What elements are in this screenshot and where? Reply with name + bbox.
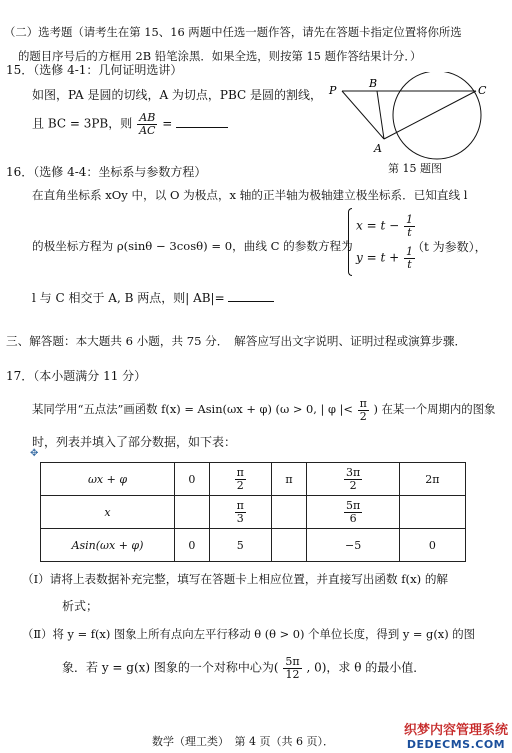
table-cell: −5 [307, 529, 399, 562]
section-header-line2: 的题目序号后的方框用 2B 铅笔涂黑．如果全选，则按第 15 题作答结果计分．） [18, 49, 422, 63]
table-cell [271, 529, 307, 562]
table-cell: 0 [175, 463, 210, 496]
part2-line1: （Ⅱ）将 y = f(x) 图象上所有点向左平行移动 θ (θ > 0) 个单位长度，得到 y = g(x) 的图 [22, 627, 476, 641]
q15-figure-caption: 第 15 题图 [388, 162, 442, 175]
q15-title: 15．（选修 4-1：几何证明选讲） [6, 63, 183, 77]
q15-line1: 如图，PA 是圆的切线，A 为切点，PBC 是圆的割线， [32, 88, 323, 102]
table-cell: π [271, 463, 307, 496]
section3-heading: 三、解答题：本大题共 6 小题，共 75 分． 解答应写出文字说明、证明过程或演算步骤． [6, 334, 467, 348]
table-cell: 0 [399, 529, 465, 562]
table-cell: $\frac{\pi}{2}$ [209, 463, 271, 496]
q17-table [40, 462, 466, 562]
move-handle-icon[interactable]: ✥ [30, 448, 39, 459]
table-row-label: ωx + φ [41, 463, 175, 496]
table-row [41, 463, 466, 496]
param-eq-x: x = t − $\frac{1}{t}$ [356, 213, 413, 239]
q16-line3: l 与 C 相交于 A, B 两点，则| AB|= [32, 289, 274, 306]
q16-param-note: （t 为参数）， [412, 240, 487, 254]
table-row-label: Asin(ωx + φ) [41, 529, 175, 562]
table-cell [175, 496, 210, 529]
point-a-label: A [374, 142, 382, 155]
q15-fraction: $\frac{AB}{AC}$ [139, 111, 156, 137]
table-cell: $\frac{3\pi}{2}$ [307, 463, 399, 496]
part1-line2: 析式； [62, 599, 99, 613]
table-cell: 2π [399, 463, 465, 496]
system-brace [348, 208, 352, 276]
q15-figure [326, 72, 506, 162]
site-watermark-logo: 织梦内容管理系统 DEDECMS.COM [403, 723, 508, 751]
q15-line2: 且 BC = 3PB，则 $\frac{AB}{AC}$ = [32, 112, 228, 136]
table-cell [399, 496, 465, 529]
point-c-label: C [478, 84, 487, 97]
table-cell: $\frac{5\pi}{6}$ [307, 496, 399, 529]
q16-line1: 在直角坐标系 xOy 中，以 O 为极点，x 轴的正半轴为极轴建立极坐标系．已知直线 l [32, 188, 468, 202]
q17-title: 17．（本小题满分 11 分） [6, 369, 147, 383]
segment-ac [384, 91, 476, 139]
q17-line2: 时，列表并填入了部分数据，如下表： [32, 435, 237, 449]
circle-shape [393, 72, 481, 159]
part1-line1: （Ⅰ）请将上表数据补充完整，填写在答题卡上相应位置，并直接写出函数 f(x) 的解 [22, 572, 449, 586]
q16-title: 16．（选修 4-4：坐标系与参数方程） [6, 165, 207, 179]
page-footer: 数学（理工类） 第 4 页（共 6 页）． [152, 735, 334, 748]
q16-line2: 的极坐标方程为 ρ(sinθ − 3cosθ) = 0，曲线 C 的参数方程为 [32, 239, 353, 253]
section-header-line1: （二）选考题（请考生在第 15、16 两题中任选一题作答，请先在答题卡指定位置将你所选 [4, 25, 462, 39]
point-p-label: P [329, 84, 337, 97]
table-row-label: x [41, 496, 175, 529]
point-b-label: B [369, 77, 378, 90]
part2-line2: 象．若 y = g(x) 图象的一个对称中心为( $\frac{5\pi}{12}$ , 0)，求 θ 的最小值． [62, 655, 426, 681]
q16-answer-blank [228, 290, 274, 302]
table-row [41, 496, 466, 529]
table-cell: 0 [175, 529, 210, 562]
table-row [41, 529, 466, 562]
q17-line1: 某同学用“五点法”画函数 f(x) = Asin(ωx + φ) (ω > 0, | φ |< $\frac{\pi}{2}$ ) 在某一个周期内的图象 [32, 397, 496, 423]
table-cell: 5 [209, 529, 271, 562]
table-cell: $\frac{\pi}{3}$ [209, 496, 271, 529]
table-cell [271, 496, 307, 529]
q15-answer-blank [176, 116, 228, 128]
param-eq-y: y = t + $\frac{1}{t}$ [356, 245, 413, 271]
